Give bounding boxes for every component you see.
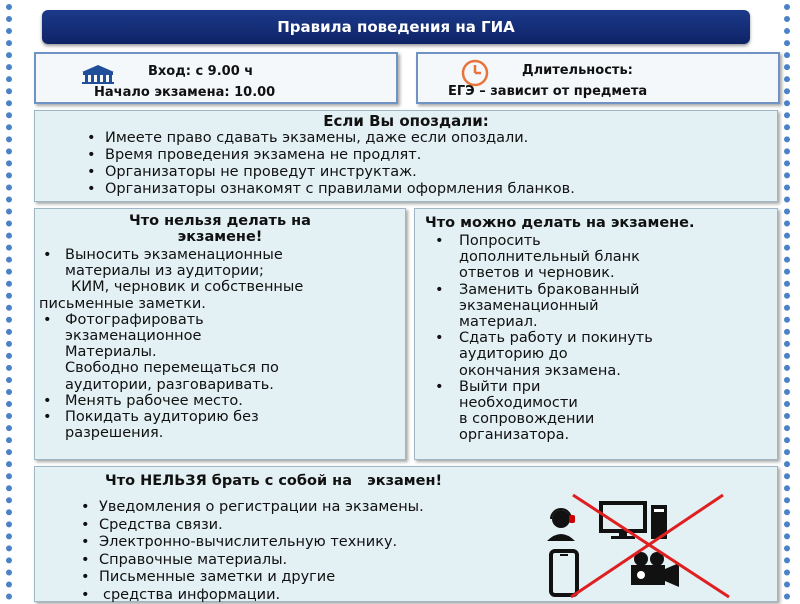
entry-time-box xyxy=(34,52,398,104)
building-icon xyxy=(80,64,116,84)
list-item-line: Фотографировать xyxy=(65,312,303,328)
list-item-line: материал. xyxy=(459,314,653,330)
list-item-line: Выйти при xyxy=(459,379,653,395)
forbidden-heading xyxy=(35,213,405,245)
list-item-line: ответов и черновик. xyxy=(459,265,653,281)
list-item-line: Менять рабочее место. xyxy=(65,393,303,409)
list-item-line: Выносить экзаменационные xyxy=(65,247,303,263)
list-item-line: Попросить xyxy=(459,233,653,249)
bring-list xyxy=(73,499,424,604)
list-item-line: Сдать работу и покинуть xyxy=(459,330,653,346)
forbidden-heading-line2: экзамене! xyxy=(35,229,405,245)
list-item: • Выйти при необходимости в сопровождении организатора. xyxy=(415,379,653,444)
video-camera-icon xyxy=(631,552,679,587)
duration-label: Длительность: xyxy=(522,63,633,78)
list-item-line: экзаменационное xyxy=(65,328,303,344)
list-item: • Время проведения экзамена не продлят. xyxy=(79,147,777,164)
list-item: • Письменные заметки и другие xyxy=(73,569,424,587)
list-item: • Менять рабочее место. xyxy=(35,393,303,409)
smartphone-icon xyxy=(551,551,577,595)
list-item-line: дополнительный бланк xyxy=(459,249,653,265)
list-item-line: необходимости xyxy=(459,395,653,411)
forbidden-list xyxy=(35,247,303,441)
list-item-continuation: • средства информации. xyxy=(73,587,424,604)
list-item: • Уведомления о регистрации на экзамены. xyxy=(73,499,424,517)
list-item: • Организаторы ознакомят с правилами оформления бланков. xyxy=(79,181,777,198)
list-item-line: Материалы. xyxy=(65,344,303,360)
duration-value: ЕГЭ – зависит от предмета xyxy=(448,84,647,99)
list-item-line: Покидать аудиторию без xyxy=(65,409,303,425)
list-item: • Выносить экзаменационные материалы из аудитории; КИМ, черновик и собственные письменные заметки. xyxy=(35,247,303,312)
forbidden-items-section xyxy=(34,466,778,602)
list-item: • Справочные материалы. xyxy=(73,552,424,570)
list-item-line: письменные заметки. xyxy=(39,296,303,312)
late-section xyxy=(34,110,778,202)
prohibited-devices-graphic xyxy=(533,493,733,601)
list-item: • Заменить бракованный экзаменационный материал. xyxy=(415,282,653,331)
list-item-line: экзаменационный xyxy=(459,298,653,314)
late-list xyxy=(79,130,777,198)
duration-box xyxy=(416,52,780,104)
list-item-line: аудиторию до xyxy=(459,346,653,362)
bring-heading: Что НЕЛЬЗЯ брать с собой на экзамен! xyxy=(105,473,442,489)
list-item-line: аудитории, разговаривать. xyxy=(65,377,303,393)
list-item: • Сдать работу и покинуть аудиторию до окончания экзамена. xyxy=(415,330,653,379)
list-item-line: в сопровождении xyxy=(459,411,653,427)
list-item: • Фотографировать экзаменационное Материалы. Свободно перемещаться по аудитории, разговаривать. xyxy=(35,312,303,393)
allowed-heading: Что можно делать на экзамене. xyxy=(415,215,777,231)
page-title: Правила поведения на ГИА xyxy=(42,10,750,44)
headset-person-icon xyxy=(547,509,575,541)
list-item-line: КИМ, черновик и собственные xyxy=(71,279,303,295)
list-item: • Попросить дополнительный бланк ответов и черновик. xyxy=(415,233,653,282)
allowed-actions-section xyxy=(414,208,778,460)
list-item-line: Свободно перемещаться по xyxy=(65,360,303,376)
list-item-line: окончания экзамена. xyxy=(459,363,653,379)
allowed-list xyxy=(415,233,653,444)
list-item: • Имеете право сдавать экзамены, даже если опоздали. xyxy=(79,130,777,147)
list-item-line: организатора. xyxy=(459,427,653,443)
list-item-line: разрешения. xyxy=(65,425,303,441)
list-item-line: материалы из аудитории; xyxy=(65,263,303,279)
list-item: • Организаторы не проведут инструктаж. xyxy=(79,164,777,181)
list-item: • Покидать аудиторию без разрешения. xyxy=(35,409,303,441)
late-heading: Если Вы опоздали: xyxy=(35,112,777,130)
entry-time-text: Вход: с 9.00 ч xyxy=(148,64,253,79)
list-item: • Электронно-вычислительную технику. xyxy=(73,534,424,552)
list-item-line: Заменить бракованный xyxy=(459,282,653,298)
list-item: • Средства связи. xyxy=(73,517,424,535)
forbidden-actions-section xyxy=(34,208,406,460)
forbidden-heading-line1: Что нельзя делать на xyxy=(35,213,405,229)
exam-start-text: Начало экзамена: 10.00 xyxy=(94,85,275,100)
